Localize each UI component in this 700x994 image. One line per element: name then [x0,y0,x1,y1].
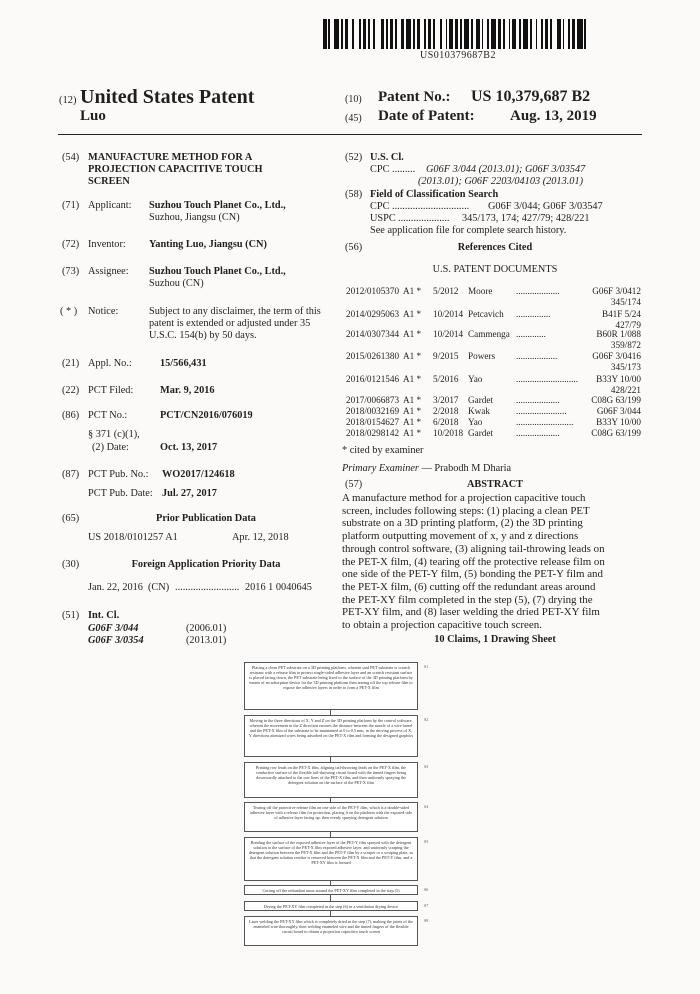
intcl-label: Int. Cl. [88,610,120,621]
ref-kind: A1 * [403,428,422,438]
ref-date: 9/2015 [433,351,459,361]
prior-publication-no: US 2018/0101257 A1 [88,532,178,543]
flowchart-step-ref: S2 [424,717,429,722]
ref-inventor: Gardet [468,395,493,405]
header-rule [58,134,642,135]
ref-number: 2012/0105370 [346,286,400,296]
appl-no: 15/566,431 [160,358,207,369]
assignee-label: Assignee: [88,266,129,277]
patent-no-code: (10) [345,94,362,105]
field-label: Field of Classification Search [370,189,499,200]
field-cpc: G06F 3/044; G06F 3/03547 [488,201,603,212]
refs-heading: References Cited [457,242,533,253]
ref-inventor: Petcavich [468,309,504,319]
ref-inventor: Powers [468,351,496,361]
s371-label: § 371 (c)(1), [88,429,140,440]
field-cpc-leader: .............................. [392,201,470,212]
invention-title: MANUFACTURE METHOD FOR A PROJECTION CAPACITIVE TOUCH SCREEN [88,152,263,188]
ref-date: 5/2016 [433,374,459,384]
ref-number: 2017/0066873 [346,395,400,405]
ref-class-secondary: 428/221 [610,385,641,395]
flowchart-step-ref: S6 [424,887,429,892]
ref-class: B33Y 10/00 [596,417,641,427]
ref-date: 6/2018 [433,417,459,427]
notice-label: Notice: [88,306,119,317]
ref-number: 2015/0261380 [346,351,400,361]
ref-class: G06F 3/0412 [592,286,641,296]
ref-leader: ............... [516,309,551,319]
inventor: Yanting Luo, Jiangsu (CN) [149,239,267,250]
ref-date: 10/2018 [433,428,464,438]
ref-inventor: Cammenga [468,329,510,339]
intcl-version: (2006.01) [186,623,227,634]
date-code: (45) [345,113,362,124]
ref-class: G06F 3/044 [596,406,641,416]
ref-kind: A1 * [403,309,422,319]
cpc-label: CPC [370,164,390,175]
appl-code: (21) [62,358,80,369]
foreign-date: Jan. 22, 2016 [88,582,143,593]
ref-leader: ............. [516,329,546,339]
flowchart-step: Drying the PET-XY film completed in the step (6) in a ventilation drying device [244,901,418,911]
ref-class: B33Y 10/00 [596,374,641,384]
field-uspc-leader: .................... [398,213,450,224]
abstract-heading: ABSTRACT [466,479,524,490]
inventor-label: Inventor: [88,239,126,250]
inventor-code: (72) [62,239,80,250]
field-note: See application file for complete search history. [370,225,567,236]
patent-no-label: Patent No.: [378,89,451,105]
applicant-label: Applicant: [88,200,132,211]
ref-date: 10/2014 [433,309,464,319]
field-uspc-label: USPC [370,213,396,224]
ref-number: 2018/0154627 [346,417,400,427]
date-label: Date of Patent: [378,108,475,124]
ref-kind: A1 * [403,417,422,427]
document-title: United States Patent [80,86,255,108]
pct-pub-no: WO2017/124618 [162,469,235,480]
pct-pub-code: (87) [62,469,80,480]
cited-note: * cited by examiner [342,445,424,456]
claims-count: 10 Claims, 1 Drawing Sheet [434,634,556,645]
ref-class: G06F 3/0416 [592,351,641,361]
cpc-classes: G06F 3/044 (2013.01); G06F 3/03547 [426,164,586,175]
flowchart-step: Moving in the three directions of X, Y and Z on the 3D printing platform by the control software, wherein the movement in the Z direction ensures the distance between the nozzle of a wire barrel and the PET-X film of the substrate to be maintained at 0 to 0.5 mm, in the moving process of X, Y directions atomized wires being adsorbed on the PET-X film and forming the designed graphics [244,715,418,757]
pct-filed-date: Mar. 9, 2016 [160,385,215,396]
ref-class: B41F 5/24 [601,309,641,319]
ref-inventor: Moore [468,286,493,296]
flowchart-step: Printing row leads on the PET-X film, aligning tail-throwing leads on the PET-X film, the conductive surface of the flexible tail-throwing circuit board with the tinned fingers being downwardly attached to the row lines of the PET-X film, and then uniformly spraying the detergent solution on the surface of the PET-X film [244,762,418,798]
foreign-heading: Foreign Application Priority Data [131,559,281,570]
flowchart-step-ref: S5 [424,839,429,844]
ref-kind: A1 * [403,286,422,296]
ref-class-secondary: 345/174 [610,297,641,307]
ref-date: 10/2014 [433,329,464,339]
notice-text: Subject to any disclaimer, the term of this patent is extended or adjusted under 35 U.S.C. 154(b) by 50 days. [149,306,321,342]
ref-class-secondary: 427/79 [615,320,641,330]
field-uspc: 345/173, 174; 427/79; 428/221 [462,213,590,224]
s371-date-label: (2) Date: [92,442,129,453]
applicant-code: (71) [62,200,80,211]
field-code: (58) [345,189,363,200]
flowchart-step: Laser welding the PET-XY film which is completely dried in the step (7), making the joints of the enameled wire thoroughly, then welding enameled wire and the tinned fingers of the flexible circuit board to obtain a projection capacitive touch screen [244,916,418,946]
prior-code: (65) [62,513,80,524]
assignee: Suzhou Touch Planet Co., Ltd., Suzhou (CN) [149,266,286,290]
abstract-code: (57) [345,479,363,490]
foreign-country: (CN) [148,582,170,593]
intcl-version: (2013.01) [186,635,227,646]
appl-label: Appl. No.: [88,358,132,369]
foreign-number: 2016 1 0040645 [245,582,312,593]
flowchart-step-ref: S7 [424,903,429,908]
s371-date: Oct. 13, 2017 [160,442,218,453]
ref-number: 2014/0295063 [346,309,400,319]
foreign-code: (30) [62,559,80,570]
ref-date: 2/2018 [433,406,459,416]
pct-filed-label: PCT Filed: [88,385,134,396]
abstract-body: A manufacture method for a projection capacitive touch screen, includes following steps: (1) placing a clean PET substrate on a 3D printing platform, (2) the 3D printing platform outputting movement of x, y and z directions through control software, (3) aligning tail-throwing leads on the PET-X film, (4) tearing off the protective release film on one side of the PET-Y film, (5) bonding the PET-Y film and the PET-X film, (6) cutting off the redundant areas around the PET-XY film completed in the step (5), (7) drying the PET-XY film, and (8) laser welding the dried PET-XY film to obtain a projection capacitive touch screen. [342,492,605,632]
pct-no-code: (86) [62,410,80,421]
flowchart-step: Bonding the surface of the exposed adhesive layer of the PET-Y film sprayed with the detergent solution to the surface of the PET-X film exposed adhesive layer, and uniformly scraping the detergent solution between the PET-X film and the PET-Y film by a scraper or a scraping plate, so that the detergent solution residue is removed between the PET-X film and the PET-Y film, and a PET-XY film is formed [244,837,418,881]
ref-leader: ................... [516,428,560,438]
refs-subheading: U.S. PATENT DOCUMENTS [432,264,558,275]
ref-kind: A1 * [403,406,422,416]
inventor-surname: Luo [80,108,106,124]
ref-number: 2018/0298142 [346,428,400,438]
barcode-bar [586,19,590,49]
ref-inventor: Kwak [468,406,490,416]
cpc-classes: (2013.01); G06F 2203/04103 (2013.01) [418,176,584,187]
publication-number: US010379687B2 [420,50,496,61]
intcl-class: G06F 3/0354 [88,635,144,646]
ref-kind: A1 * [403,351,422,361]
ref-leader: ......................... [516,417,574,427]
ref-leader: ................... [516,395,560,405]
cpc-leader: ......... [392,164,416,175]
flowchart-step: Cutting off the redundant areas around the PET-XY film completed in the step (5) [244,885,418,895]
intcl-class: G06F 3/044 [88,623,139,634]
patent-number: US 10,379,687 B2 [471,88,591,105]
ref-class-secondary: 345/173 [610,362,641,372]
flowchart-step-ref: S3 [424,764,429,769]
ref-class: B60R 1/088 [596,329,641,339]
flowchart-step-ref: S1 [424,664,429,669]
pct-no: PCT/CN2016/076019 [160,410,253,421]
ref-inventor: Yao [468,417,483,427]
title-code: (54) [62,152,80,163]
ref-class: C08G 63/199 [591,395,641,405]
assignee-code: (73) [62,266,80,277]
examiner: Primary Examiner — Prabodh M Dharia [342,463,512,474]
applicant: Suzhou Touch Planet Co., Ltd., Suzhou, Jiangsu (CN) [149,200,286,224]
ref-date: 3/2017 [433,395,459,405]
ref-number: 2016/0121546 [346,374,400,384]
flowchart-step-ref: S4 [424,804,429,809]
prior-heading: Prior Publication Data [156,513,256,524]
barcode [323,19,591,49]
flowchart-step-ref: S8 [424,918,429,923]
ref-date: 5/2012 [433,286,459,296]
prior-publication-date: Apr. 12, 2018 [232,532,289,543]
foreign-leader: ......................... [175,582,240,593]
patent-date: Aug. 13, 2019 [510,108,597,124]
uscl-code: (52) [345,152,363,163]
field-cpc-label: CPC [370,201,390,212]
ref-kind: A1 * [403,395,422,405]
ref-inventor: Yao [468,374,483,384]
pct-pub-date-label: PCT Pub. Date: [88,488,153,499]
ref-class: C08G 63/199 [591,428,641,438]
notice-code: ( * ) [60,306,78,317]
ref-number: 2014/0307344 [346,329,400,339]
ref-leader: ...................... [516,406,567,416]
ref-kind: A1 * [403,374,422,384]
ref-leader: ................... [516,286,560,296]
ref-leader: ........................... [516,374,579,384]
flowchart-step: Placing a clean PET substrate on a 3D printing platform, wherein said PET substrate is scratch resistant with a release film to protect single-sided adhesive layer and an scratch resistant surface is placed facing down, the PET substrate being fixed to the surface of the 3D printing platform by means of an adsorption device for the 3D printing platform then tearing off the top release film to expose the adhesive layers in order to form a PET-X film [244,662,418,710]
pct-filed-code: (22) [62,385,80,396]
ref-number: 2018/0032169 [346,406,400,416]
ref-kind: A1 * [403,329,422,339]
intcl-code: (51) [62,610,80,621]
refs-code: (56) [345,242,363,253]
pct-pub-label: PCT Pub. No.: [88,469,149,480]
uscl-label: U.S. Cl. [370,152,404,163]
ref-class-secondary: 359/872 [610,340,641,350]
flowchart-step: Tearing off the protective release film on one side of the PET-Y film, which is a double-sided adhesive layer with a release film for protection, placing it on the platform with the exposed side of adhesive layer facing up, then evenly spraying detergent solution [244,802,418,832]
ref-leader: .................. [516,351,558,361]
pct-no-label: PCT No.: [88,410,128,421]
ref-inventor: Gardet [468,428,493,438]
kind-code: (12) [59,95,77,106]
pct-pub-date: Jul. 27, 2017 [162,488,217,499]
